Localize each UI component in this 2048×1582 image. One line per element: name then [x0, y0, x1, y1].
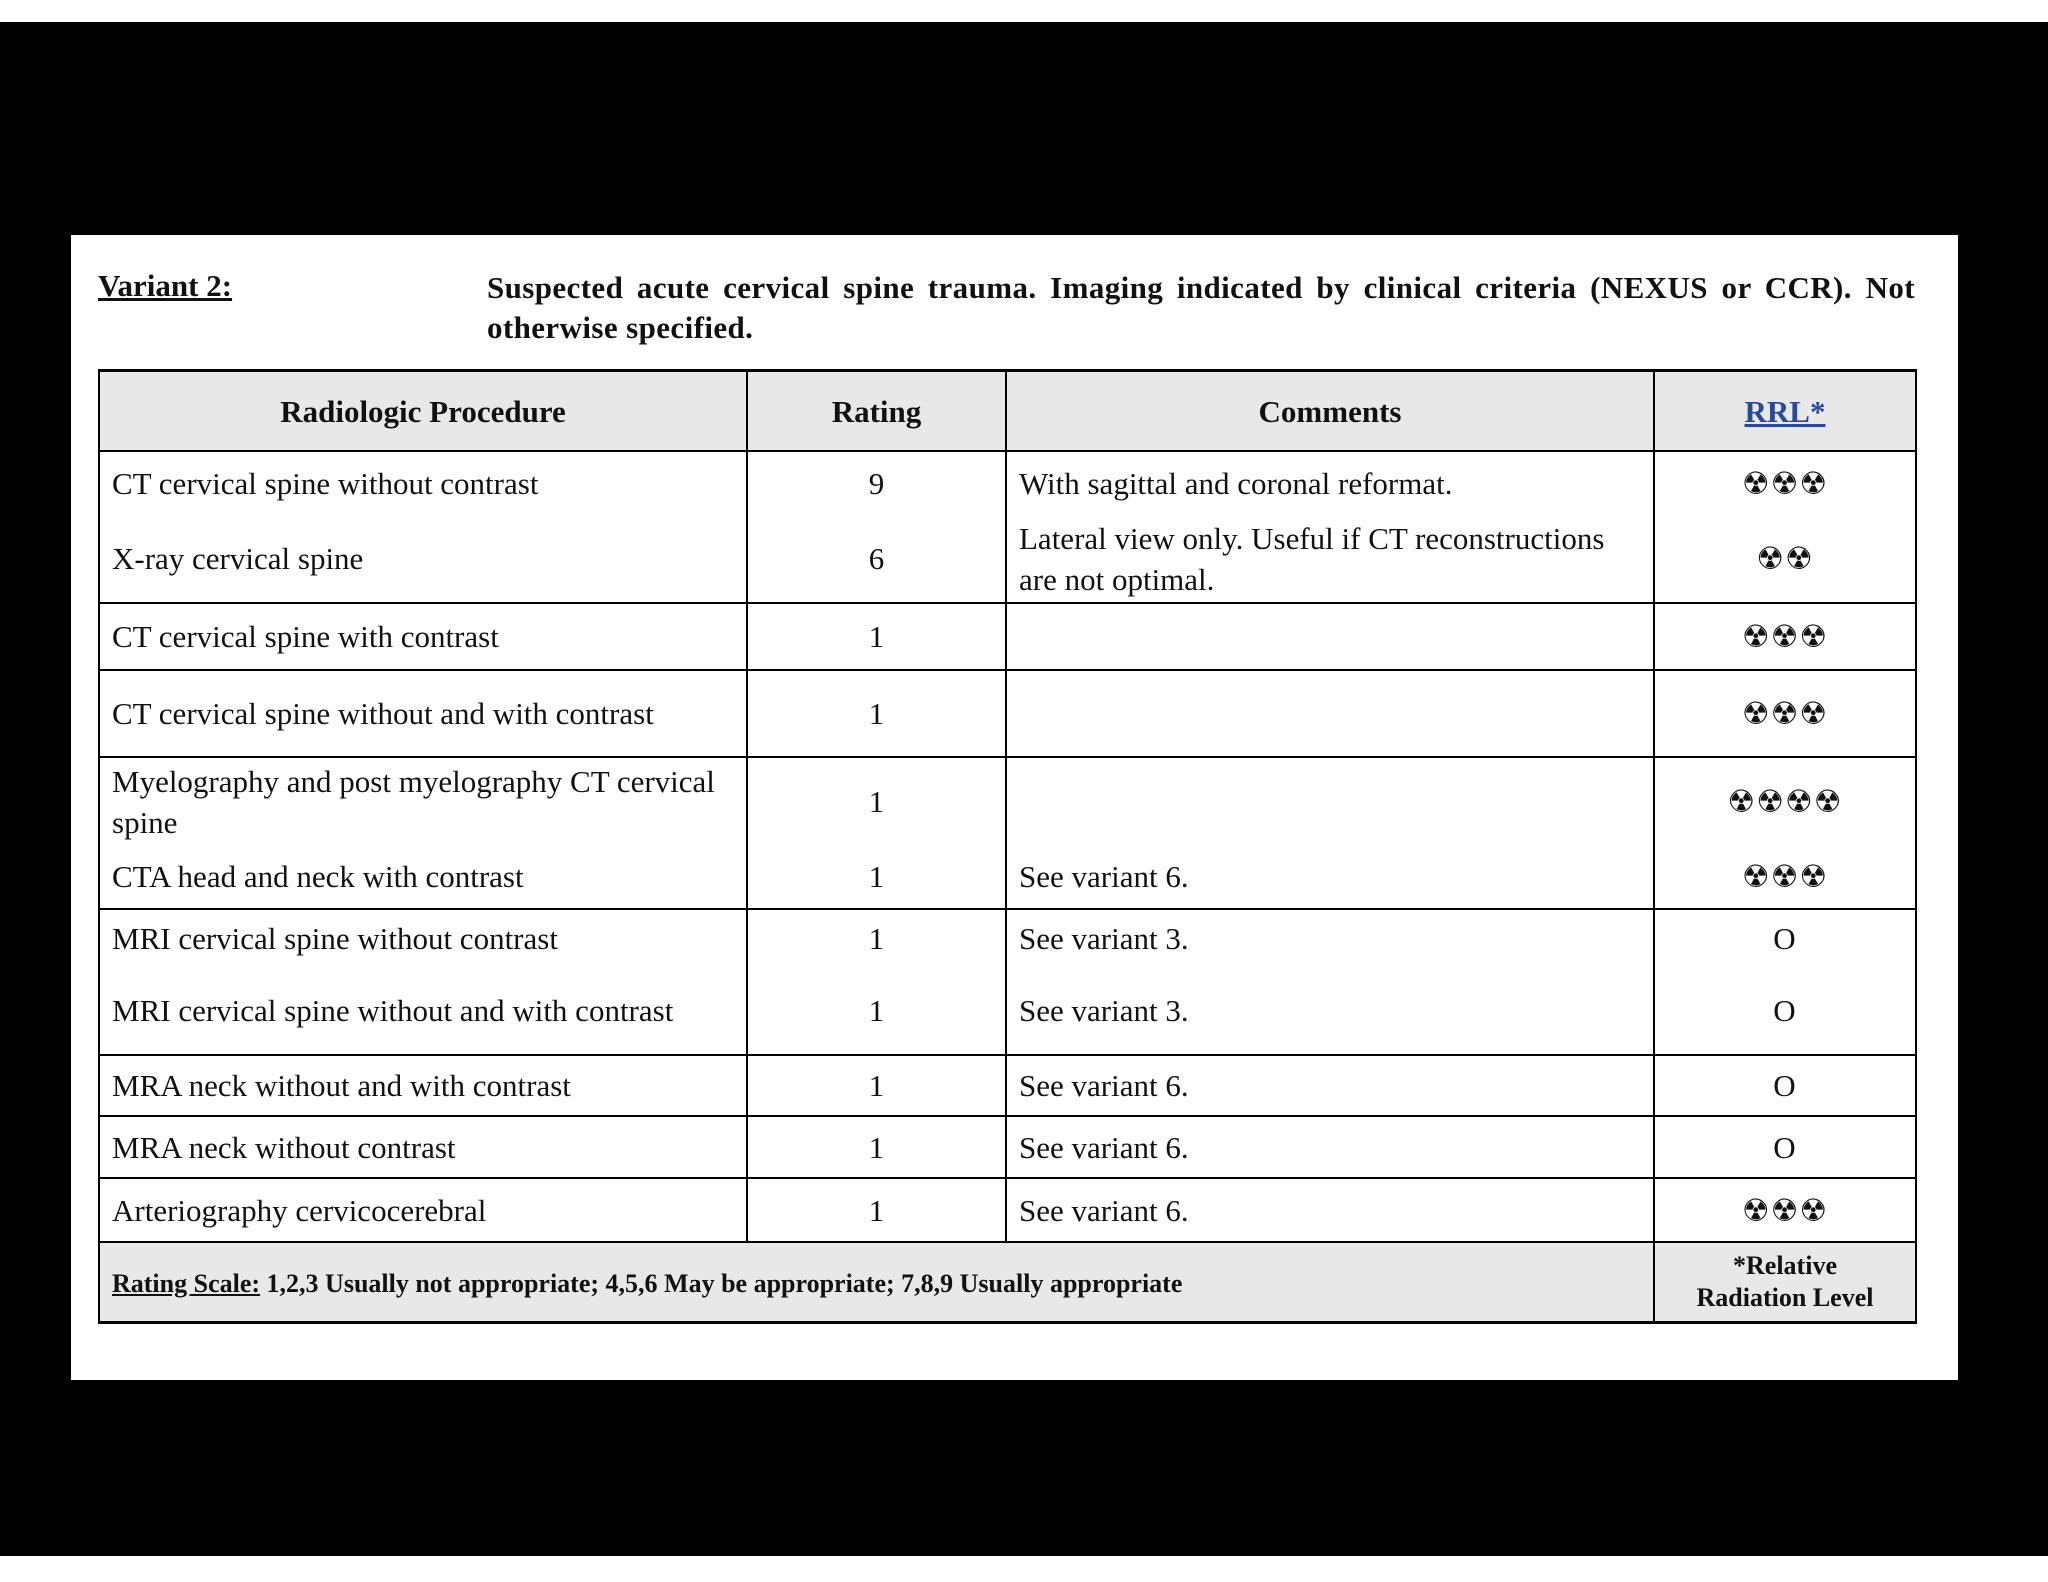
rrl-no-radiation-icon: O	[1654, 1116, 1916, 1178]
table-row	[99, 757, 1916, 845]
comments-cell	[1006, 757, 1654, 845]
table-row	[99, 967, 1916, 1055]
rating-cell: 1	[747, 670, 1006, 757]
procedure-cell: MRA neck without and with contrast	[99, 1055, 747, 1116]
table-row	[99, 451, 1916, 515]
header-procedure: Radiologic Procedure	[99, 371, 747, 452]
rating-cell: 9	[747, 451, 1006, 515]
rating-cell: 1	[747, 967, 1006, 1055]
rrl-footnote-line1: *Relative	[1733, 1251, 1837, 1280]
rrl-footnote-line2: Radiation Level	[1696, 1283, 1874, 1312]
rating-cell: 1	[747, 1116, 1006, 1178]
variant-label: Variant 2:	[98, 268, 233, 303]
table-row	[99, 1116, 1916, 1178]
table-row	[99, 670, 1916, 757]
table-row	[99, 603, 1916, 670]
procedure-cell: Arteriography cervicocerebral	[99, 1178, 747, 1242]
rrl-no-radiation-icon: O	[1654, 967, 1916, 1055]
procedure-cell: X-ray cervical spine	[99, 515, 747, 603]
rating-scale-note	[99, 1242, 1654, 1323]
rrl-radiation-icon: ☢☢☢	[1654, 670, 1916, 757]
rating-scale-text: 1,2,3 Usually not appropriate; 4,5,6 May be appropriate; 7,8,9 Usually appropriate	[260, 1268, 1183, 1298]
rating-cell: 1	[747, 603, 1006, 670]
header-rrl[interactable]	[1654, 371, 1916, 452]
procedure-cell: CT cervical spine without and with contrast	[99, 670, 747, 757]
rrl-link[interactable]: RRL*	[1744, 393, 1826, 429]
rrl-radiation-icon: ☢☢☢	[1654, 845, 1916, 909]
rating-cell: 6	[747, 515, 1006, 603]
rrl-radiation-icon: ☢☢☢	[1654, 451, 1916, 515]
table-row	[99, 845, 1916, 909]
procedure-cell: Myelography and post myelography CT cervical spine	[99, 757, 747, 845]
table-footer-row	[99, 1242, 1916, 1323]
rating-cell: 1	[747, 1055, 1006, 1116]
comments-cell: See variant 6.	[1006, 1116, 1654, 1178]
comments-cell: See variant 3.	[1006, 967, 1654, 1055]
comments-cell: See variant 3.	[1006, 909, 1654, 967]
comments-cell: Lateral view only. Useful if CT reconstructions are not optimal.	[1006, 515, 1654, 603]
rrl-radiation-icon: ☢☢☢	[1654, 603, 1916, 670]
comments-cell: See variant 6.	[1006, 1178, 1654, 1242]
rrl-no-radiation-icon: O	[1654, 1055, 1916, 1116]
comments-cell	[1006, 670, 1654, 757]
header-rating: Rating	[747, 371, 1006, 452]
rating-cell: 1	[747, 845, 1006, 909]
rating-cell: 1	[747, 1178, 1006, 1242]
procedure-cell: CT cervical spine without contrast	[99, 451, 747, 515]
table-header-row	[99, 371, 1916, 452]
procedures-table	[98, 369, 1917, 1324]
comments-cell: See variant 6.	[1006, 1055, 1654, 1116]
procedure-cell: MRI cervical spine without and with contrast	[99, 967, 747, 1055]
table-row	[99, 1055, 1916, 1116]
rating-cell: 1	[747, 757, 1006, 845]
rating-scale-label: Rating Scale:	[112, 1268, 261, 1298]
comments-cell: With sagittal and coronal reformat.	[1006, 451, 1654, 515]
procedure-cell: CT cervical spine with contrast	[99, 603, 747, 670]
rating-cell: 1	[747, 909, 1006, 967]
header-comments: Comments	[1006, 371, 1654, 452]
rrl-radiation-icon: ☢☢☢☢	[1654, 757, 1916, 845]
variant-description: Suspected acute cervical spine trauma. Imaging indicated by clinical criteria (NEXUS or CCR). Not otherwise specified.	[487, 270, 1915, 345]
table-row	[99, 515, 1916, 603]
comments-cell	[1006, 603, 1654, 670]
rrl-no-radiation-icon: O	[1654, 909, 1916, 967]
table-row	[99, 909, 1916, 967]
rrl-footnote	[1654, 1242, 1916, 1323]
table-row	[99, 1178, 1916, 1242]
procedure-cell: CTA head and neck with contrast	[99, 845, 747, 909]
procedure-cell: MRI cervical spine without contrast	[99, 909, 747, 967]
comments-cell: See variant 6.	[1006, 845, 1654, 909]
procedure-cell: MRA neck without contrast	[99, 1116, 747, 1178]
document-panel	[71, 235, 1958, 1380]
rrl-radiation-icon: ☢☢	[1654, 515, 1916, 603]
rrl-radiation-icon: ☢☢☢	[1654, 1178, 1916, 1242]
